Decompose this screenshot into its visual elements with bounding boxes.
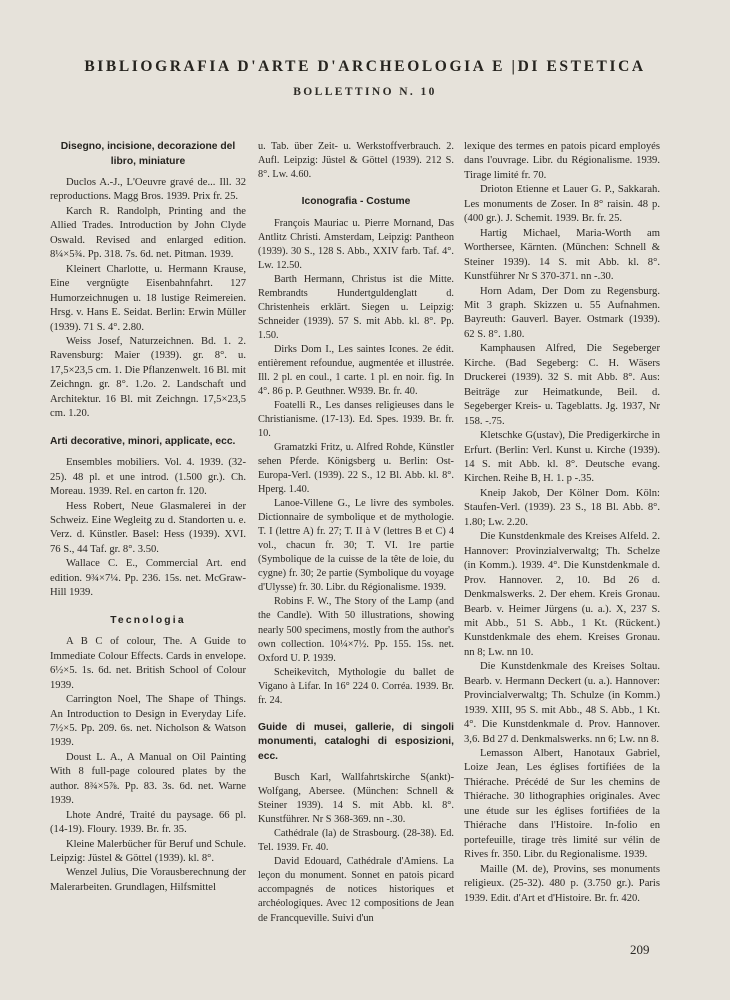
column-right xyxy=(464,140,660,906)
bibliography-entry: Lemasson Albert, Hanotaux Gabriel, Loize Jean, Les églises fortifiées de la Thiérache. Précédé de Sur les chemins de Thiérache. 30 lithographies originales. Avec une étude sur les églises fortifiées de la Thiérache dans l'Histoire. In-folio en portefeuille, tirage très limité sur vélin de Rives fr. 350. Libr. du Regionalisme. 1939. xyxy=(464,748,660,861)
bibliography-entry: Die Kunstdenkmale des Kreises Soltau. Bearb. v. Hermann Deckert (u. a.). Hannover: Provincialverwaltg; Th. Schulze (in Komm.) 1939. XIII, 95 S. mit Abb., 48 S. Abb., 1 Kt. 4°. Die Kunstdenkmale d. Prov. Hannover. 3,6. Bd 27 d. Denkmalswerks. nn 6; Lw. nn 8. xyxy=(464,661,660,745)
bibliography-entry: Maille (M. de), Provins, ses monuments religieux. (25-32). 480 p. (3.750 gr.). Paris 1939. Edit. d'Art et d'Histoire. Br. fr. 420. xyxy=(464,863,660,904)
bibliography-entry: David Edouard, Cathédrale d'Amiens. La leçon du monument. Sonnet en patois picard accompagnés de notices historiques et archéologiques. Avec 12 compositions de Jean de Francqueville. Suivi d'un xyxy=(258,856,454,924)
section-heading: Disegno, incisione, decorazione del libro, miniature xyxy=(60,141,236,167)
bibliography-entry: Lanoe-Villene G., Le livre des symboles. Dictionnaire de symbolique et de mythologie. T. I (lettre A) fr. 27; T. II à V (lettres B et C) 4 vol., chacun fr. 30; T. VI. 1re partie (Symbolique de la cuisse de la tête de loie, du cygne) fr. 30; 2e partie (Symbolique du voyage d'Ulysse) fr. 30. Libr. du Régionalisme. 1939. xyxy=(258,498,454,594)
bibliography-entry: A B C of colour, The. A Guide to Immediate Colour Effects. Cards in envelope. 6½×5. 1s. 6d. net. British School of Colour 1939. xyxy=(50,636,246,691)
section-heading: Arti decorative, minori, applicate, ecc. xyxy=(50,435,236,447)
bibliography-entry: Hartig Michael, Maria-Worth am Worthersee, Kärnten. (München: Schnell & Steiner 1939). 14 S. mit Abb. kl. 8°. Kunstführer Nr S 370-371. nn -.30. xyxy=(464,227,660,283)
journal-title: BIBLIOGRAFIA D'ARTE D'ARCHEOLOGIA E |DI ESTETICA xyxy=(84,58,646,75)
section-heading: Tecnologia xyxy=(110,614,186,626)
bibliography-entry: Kletschke G(ustav), Die Predigerkirche in Erfurt. (Berlin: Verl. Kunst u. Kirche (1939). 14 S. mit Abb. kl. 8°. Deutsche evang. Kirchen. Reihe B, H. 1. p -.35. xyxy=(464,430,660,485)
bibliography-entry: Dirks Dom I., Les saintes Icones. 2e édit. entièrement refoundue, augmentée et illustrée. Ill. 2 pl. en coul., 1 carte. 1 pl. en noir. fig. In 4°. 86 p. P. Geuthner. W939. Br. fr. 40. xyxy=(258,343,454,397)
bibliography-entry: François Mauriac u. Pierre Mornand, Das Antlitz Christi. Amsterdam, Leipzig: Pantheon (1939). 30 S., 128 S. Abb., XXIV farb. Taf. 4°. Lw. 12.50. xyxy=(258,217,454,271)
bibliography-entry: Ensembles mobiliers. Vol. 4. 1939. (32-25). 48 pl. et une introd. (1.500 gr.). Ch. Moreau. 1939. Rel. en carton fr. 120. xyxy=(50,457,246,498)
bibliography-entry: Hess Robert, Neue Glasmalerei in der Schweiz. Eine Wegleitg zu d. Standorten u. e. Verz. d. Künstler. Basel: Hess (1939). XVI. 76 S., 44 Taf. gr. 8°. 3.50. xyxy=(50,500,246,555)
continued-entry: u. Tab. über Zeit- u. Werkstoffverbrauch. 2. Aufl. Leipzig: Jüstel & Göttel (1939). 212 S. 8°. Lw. 4.60. xyxy=(258,141,454,181)
bibliography-entry: Lhote André, Traité du paysage. 66 pl. (14-19). Floury. 1939. Br. fr. 35. xyxy=(50,809,246,836)
bibliography-entry: Duclos A.-J., L'Oeuvre gravé de... Ill. 32 reproductions. Magg Bros. 1939. Prix fr. 25. xyxy=(50,177,246,203)
continued-entry: lexique des termes en patois picard employés dans l'ouvrage. Libr. du Régionalisme. 1939. Tirage limité fr. 70. xyxy=(464,141,660,181)
bibliography-entry: Gramatzki Fritz, u. Alfred Rohde, Künstler sehen Pferde. Königsberg u. Berlin: Ost-Europa-Verl. (1939). 22 S., 12 Bl. Abb. kl. 8°. Hperg. 1.40. xyxy=(258,442,454,496)
bibliography-entry: Karch R. Randolph, Printing and the Allied Trades. Introduction by John Clyde Oswald. Revised and enlarged edition. 8¼×5¾. Pp. 318. 7s. 6d. net. Pitman. 1939. xyxy=(50,205,246,261)
bibliography-entry: Busch Karl, Wallfahrtskirche S(ankt)-Wolfgang, Abersee. (München: Schnell & Steiner 1939). 14 S. mit Abb. kl. 8°. Kunstführer. Nr S 368-369. nn -.30. xyxy=(258,772,454,826)
bibliography-entry: Drioton Etienne et Lauer G. P., Sakkarah. Les monuments de Zoser. In 8° raisin. 48 p. (400 gr.). J. Schemit. 1939. Br. fr. 25. xyxy=(464,184,660,225)
bibliography-entry: Wallace C. E., Commercial Art. end edition. 9¾×7¼. Pp. 236. 15s. net. McGraw-Hill 1939. xyxy=(50,558,246,599)
section-heading: Iconografia - Costume xyxy=(301,196,411,208)
bibliography-entry: Doust L. A., A Manual on Oil Painting With 8 full-page coloured plates by the author. 8¾×5⅞. Pp. 83. 3s. 6d. net. Warne 1939. xyxy=(50,751,246,807)
bibliography-entry: Wenzel Julius, Die Vorausberechnung der Malerarbeiten. Grundlagen, Hilfsmittel xyxy=(50,867,246,893)
column-left xyxy=(50,140,246,895)
bibliography-entry: Weiss Josef, Naturzeichnen. Bd. 1. 2. Ravensburg: Maier (1939). gr. 8°. u. 17,5×23,5 cm. 1. Die Pflanzenwelt. 16 Bl. mit Zeichngn. gr. 8°. 1.2o. 2. Landschaft und Architektur. 16 Bl. mit Zeichngn. 17,5×23,5 cm. 1.20. xyxy=(50,335,246,420)
bulletin-number: BOLLETTINO N. 10 xyxy=(293,86,437,98)
bibliography-entry: Cathédrale (la) de Strasbourg. (28-38). Ed. Tel. 1939. Fr. 40. xyxy=(258,828,454,854)
bibliography-entry: Die Kunstdenkmale des Kreises Alfeld. 2. Hannover: Provinzialverwaltg; Th. Schelze (in Komm.). 1939. 4°. Die Kunstdenkmale d. Prov. Hannover. 2, 10. Bd 26 d. Denkmalswerks. 2. Der ehem. Kreis Gronau. Bearb. v. Heimer Jürgens (u. a.). X, 237 S. mit Abb., 51 S. Abb., 1 Kt. (Rückent.) Kunstdenkmale des ehem. Kreises Gronau. nn 8; Lw. nn 10. xyxy=(464,531,660,658)
bibliography-entry: Scheikevitch, Mythologie du ballet de Vigano à Lifar. In 16° 224 0. Corréa. 1939. Br. fr. 24. xyxy=(258,666,454,706)
bibliography-entry: Horn Adam, Der Dom zu Regensburg. Mit 3 graph. Skizzen u. 55 Aufnahmen. Bayreuth: Gauverl. Bayer. Ostmark (1939). 62 S. 8°. 1.80. xyxy=(464,285,660,340)
bibliography-entry: Kamphausen Alfred, Die Segeberger Kirche. (Bad Segeberg: C. H. Wäsers Druckerei (1939). 32 S. mit Abb. 8°. Aus: Beiträge zur Heimatkunde, Beil. d. Segeberger Kreis- u. Tageblatts. Jg. 1937, Nr 158. -.75. xyxy=(464,343,660,427)
bibliography-entry: Carrington Noel, The Shape of Things. An Introduction to Design in Everyday Life. 7½×5. Pp. 209. 6s. net. Nicholson & Watson 1939. xyxy=(50,694,246,749)
column-middle xyxy=(258,140,454,926)
bibliography-entry: Kneip Jakob, Der Kölner Dom. Köln: Staufen-Verl. (1939). 23 S., 18 Bl. Abb. 8°. 1.80; Lw. 2.20. xyxy=(464,487,660,528)
section-heading: Guide di musei, gallerie, di singoli monumenti, cataloghi di esposizioni, ecc. xyxy=(258,721,454,762)
bibliography-entry: Kleine Malerbücher für Beruf und Schule. Leipzig: Jüstel & Göttel (1939). kl. 8°. xyxy=(50,838,246,865)
bibliography-entry: Barth Hermann, Christus ist die Mitte. Rembrandts Hundertguldenglatt d. Christenheis erklärt. Siegen u. Leipzig: Schneider (1939). 57 S. mit Abb. kl. 8°. Pp. 1.50. xyxy=(258,273,454,341)
page-number: 209 xyxy=(630,942,650,957)
bibliography-entry: Foatelli R., Les danses religieuses dans le Christianisme. (17-13). Ed. Spes. 1939. Br. fr. 10. xyxy=(258,400,454,440)
bibliography-entry: Kleinert Charlotte, u. Hermann Krause, Eine vergnügte Eisenbahnfahrt. 127 Humorzeichnugen u. 18 lustige Reimereien. Hrsg. v. Hans E. Seidat. Berlin: Erwin Müller (1939). 71 S. 4°. 2.80. xyxy=(50,263,246,333)
bibliography-entry: Robins F. W., The Story of the Lamp (and the Candle). With 50 illustrations, showing nearly 500 specimens, mostly from the author's own collection. 10¼×7½. Pp. 155. 15s. net. Oxford U. P. 1939. xyxy=(258,596,454,664)
